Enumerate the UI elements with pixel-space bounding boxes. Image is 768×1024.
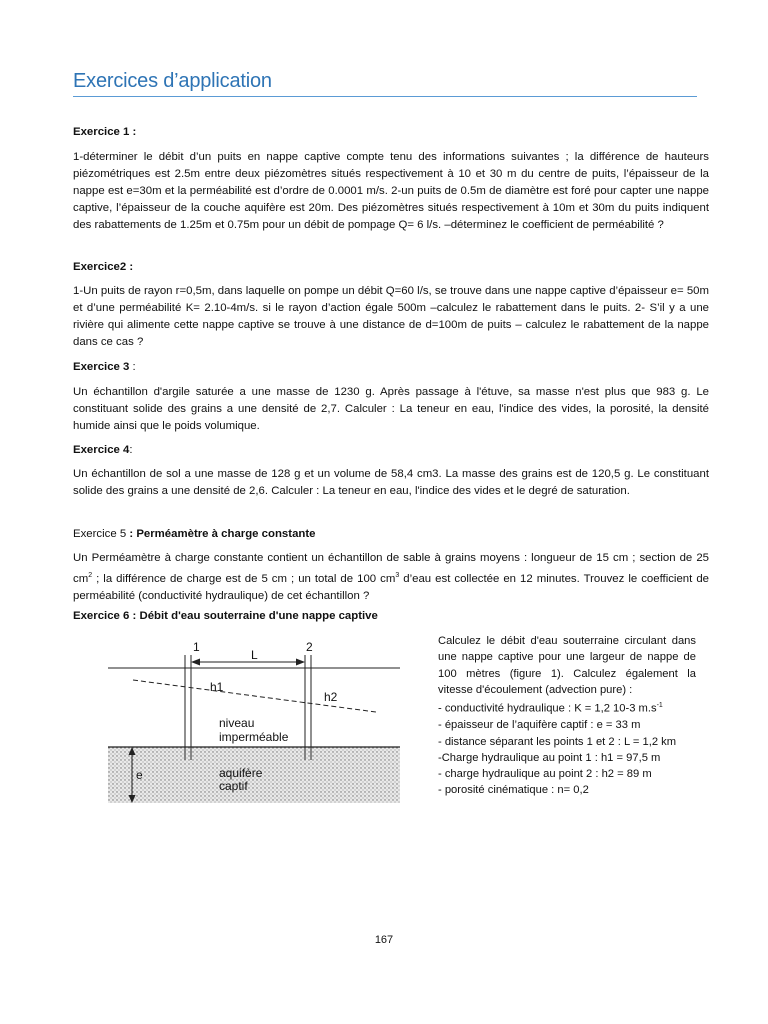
exercise-2-body: 1-Un puits de rayon r=0,5m, dans laquelle on pompe un débit Q=60 l/s, se trouve dans une nappe captive d’épaisseur e= 50m et d’une perméabilité K= 2.10-4m/s. si le rayon d’action égale 500m –calculez le rabattement dans le puits. 2- S’il y a une rivière qui alimente cette nappe captive se trouve à une distance de d=100m de puits – calculez le rabattement de la nappe dans ce cas ?	[73, 285, 709, 349]
exercise-6-title: Exercice 6 : Débit d'eau souterraine d'une nappe captive	[73, 610, 378, 622]
exercise-6-text	[438, 633, 696, 799]
exercise-6-item: - distance séparant les points 1 et 2 : L = 1,2 km	[438, 735, 677, 748]
exercise-6-intro: Calculez le débit d'eau souterraine circulant dans une nappe captive pour une largeur de nappe de 100 mètres (figure 1). Calculez également la vitesse d'écoulement (advection pure) :	[438, 635, 696, 696]
exercise-3-body: Un échantillon d'argile saturée a une masse de 1230 g. Après passage à l'étuve, sa masse n'est plus que 983 g. Le constituant solide des grains a une densité de 2,7. Calculer : La teneur en eau, l'indice des vides, la porosité, la densité humide ainsi que le poids volumique.	[73, 386, 709, 433]
exercise-5-body-part-a: Un Perméamètre à charge constante contient un échantillon de sable à grains moyens : longueur de 15 cm ; section de 25 cm	[73, 552, 709, 585]
exercise-3-title-suffix: :	[129, 361, 136, 373]
exercise-6-item-text: - conductivité hydraulique : K = 1,2 10-3 m.s	[438, 702, 657, 715]
exercise-3	[73, 359, 709, 376]
exercise-4	[73, 442, 709, 459]
exercise-6-item: - charge hydraulique au point 2 : h2 = 89 m	[438, 768, 652, 781]
label-impermeable-line-1: niveau	[219, 716, 255, 730]
exercise-5-title-prefix: Exercice 5	[73, 528, 127, 540]
exercise-1	[73, 124, 709, 141]
exercise-6-item	[438, 698, 696, 717]
superscript-cubed: 3	[395, 572, 400, 580]
exercise-5-title: : Perméamètre à charge constante	[129, 528, 316, 540]
label-h2: h2	[324, 690, 338, 704]
page-number: 167	[374, 934, 394, 946]
exercise-4-title: Exercice 4	[73, 444, 130, 456]
label-aquifer-line-2: captif	[219, 779, 248, 793]
confined-aquifer-figure	[108, 635, 408, 807]
exercise-3-title: Exercice 3	[73, 361, 130, 373]
exercise-6-item: -Charge hydraulique au point 1 : h1 = 97,5 m	[438, 751, 661, 764]
exercise-5-body-part-b: ; la différence de charge est de 5 cm ; un total de 100 cm	[92, 572, 396, 585]
label-e: e	[136, 768, 143, 782]
exercise-4-body: Un échantillon de sol a une masse de 128 g et un volume de 58,4 cm3. La masse des grains est de 120,5 g. Le constituant solide des grains a une densité de 2,6. Calculer : La teneur en eau, l'indice des vides et le degré de saturation.	[73, 468, 709, 498]
label-impermeable-line-2: imperméable	[219, 730, 289, 744]
arrow-left-icon	[191, 659, 200, 666]
superscript-squared: 2	[88, 572, 93, 580]
superscript-minus-one: -1	[656, 702, 663, 710]
piezometric-line	[133, 680, 376, 712]
exercise-5	[73, 526, 709, 543]
label-aquifer-line-1: aquifère	[219, 766, 263, 780]
section-heading: Exercices d’application	[73, 70, 697, 97]
exercise-6	[73, 608, 709, 625]
label-point-2: 2	[306, 640, 313, 654]
exercise-2-title: Exercice2 :	[73, 261, 134, 273]
exercise-5-body	[73, 550, 709, 605]
label-L: L	[251, 648, 258, 662]
exercise-6-item: - épaisseur de l’aquifère captif : e = 33 m	[438, 719, 641, 732]
arrow-right-icon	[296, 659, 305, 666]
label-h1: h1	[210, 680, 224, 694]
label-point-1: 1	[193, 640, 200, 654]
exercise-5-body-part-c: d’eau est collectée en 12 minutes. Trouvez le coefficient de perméabilité (conductivité hydraulique) de cet échantillon ?	[73, 572, 709, 602]
exercise-2	[73, 259, 709, 276]
exercise-4-title-suffix: :	[129, 444, 133, 456]
exercise-1-title: Exercice 1 :	[73, 126, 137, 138]
exercise-6-item: - porosité cinématique : n= 0,2	[438, 784, 589, 797]
exercise-1-body: 1-déterminer le débit d’un puits en nappe captive compte tenu des informations suivantes ; la différence de hauteurs piézométriques est 2.5m entre deux piézomètres situés respectivement à 10 et 30 m du centre de puits, l’épaisseur de la nappe est e=30m et la perméabilité est d’ordre de 0.0001 m/s. 2-un puits de 0.5m de diamètre est foré pour capter une nappe captive, l’épaisseur de la couche aquifère est 20m. Des piézomètres situés respectivement à 10m et 30m du puits indiquent des rabattements de 1.25m et 0.75m pour un débit de pompage Q= 6 l/s. –déterminez le coefficient de perméabilité ?	[73, 151, 709, 232]
